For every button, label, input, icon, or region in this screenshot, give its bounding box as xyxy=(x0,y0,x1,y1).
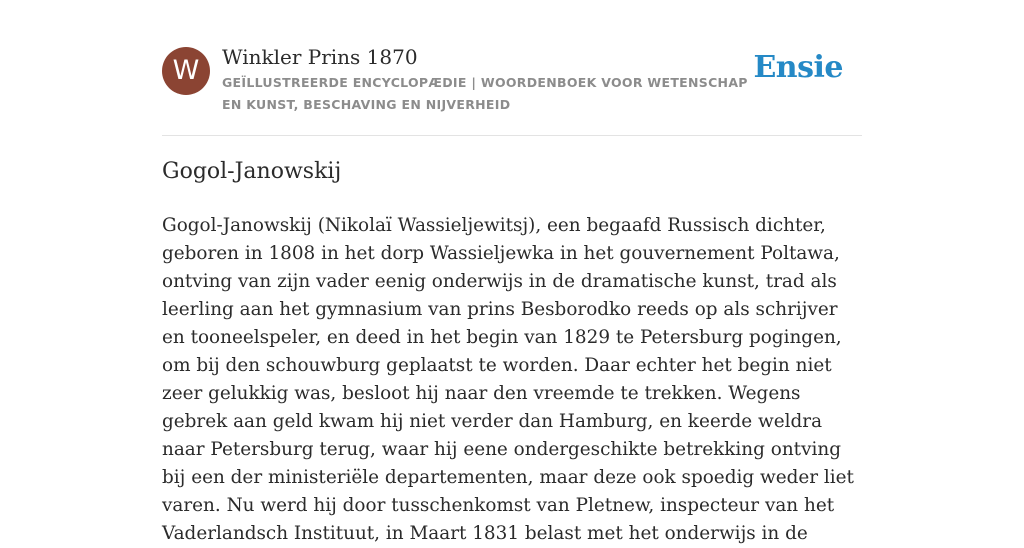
entry-body: Gogol-Janowskij (Nikolaï Wassieljewitsj), een begaafd Russisch dichter, geboren in 1808 in het dorp Wassieljewka in het gouvernement Poltawa, ontving van zijn vader eenig onderwijs in de dramatische kunst, trad als leerling aan het gymnasium van prins Besborodko reeds op als schrijver en tooneelspeler, en deed in het begin van 1829 te Petersburg pogingen, om bij den schouwburg geplaatst te worden. Daar echter het begin niet zeer gelukkig was, besloot hij naar den vreemde te trekken. Wegens gebrek aan geld kwam hij niet verder dan Hamburg, en keerde weldra naar Petersburg terug, waar hij eene ondergeschikte betrekking ontving bij een der ministeriële departementen, maar deze ook spoedig weder liet varen. Nu werd hij door tusschenkomst van Pletnew, inspecteur van het Vaderlandsch Instituut, in Maart 1831 belast met het onderwijs in de xyxy=(162,215,854,544)
source-title[interactable]: Winkler Prins 1870 xyxy=(222,45,418,69)
entry-title: Gogol-Janowskij xyxy=(162,159,342,184)
header xyxy=(162,44,862,136)
avatar[interactable]: W xyxy=(162,47,210,95)
ensie-logo[interactable]: Ensie xyxy=(753,50,843,85)
source-subtitle: GEÏLLUSTREERDE ENCYCLOPÆDIE | WOORDENBOEK VOOR WETENSCHAP EN KUNST, BESCHAVING EN NIJVERHEID xyxy=(222,75,748,112)
